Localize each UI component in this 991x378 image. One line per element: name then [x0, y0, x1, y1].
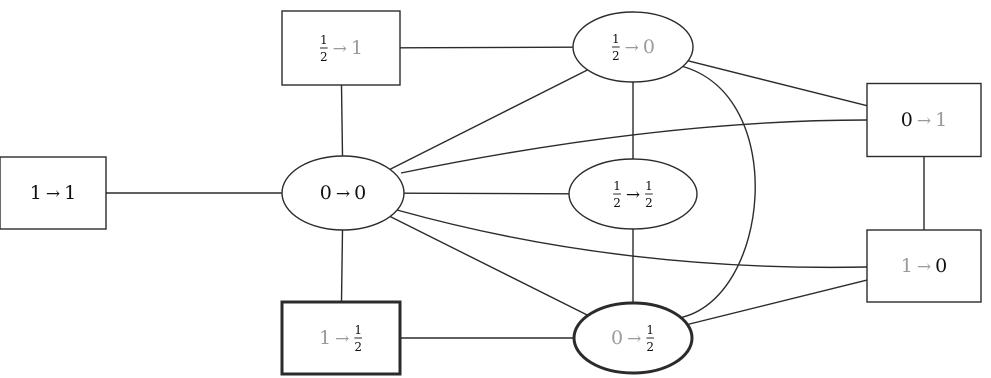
fraction-numerator: 1 — [646, 323, 654, 337]
edge-n00-nH0 — [390, 70, 588, 169]
arrow-glyph: → — [45, 184, 61, 204]
fraction-numerator: 1 — [645, 179, 653, 193]
arrow-glyph: → — [916, 111, 932, 131]
value-label: 1 — [319, 327, 332, 349]
fraction-denominator: 2 — [612, 49, 620, 63]
arrow-glyph: → — [625, 185, 641, 205]
fraction-numerator: 1 — [320, 33, 328, 47]
value-label: 1 — [64, 182, 77, 204]
arrow-glyph: → — [335, 329, 350, 349]
fraction-denominator: 2 — [646, 340, 654, 354]
fraction-numerator: 1 — [613, 179, 621, 193]
value-label: 1 — [29, 182, 42, 204]
edge-layer — [106, 47, 924, 338]
value-label: 1 — [935, 109, 948, 131]
arrow-glyph: → — [916, 257, 932, 277]
arrow-glyph: → — [335, 184, 351, 204]
edge-nH1-nH0 — [400, 47, 573, 48]
node-n0H — [574, 303, 692, 373]
edge-n00-nHH — [404, 193, 569, 194]
value-label: 1 — [900, 255, 913, 277]
value-label: 0 — [642, 36, 655, 58]
node-nHH — [569, 159, 697, 229]
value-label: 0 — [354, 182, 367, 204]
value-label: 0 — [935, 255, 948, 277]
edge-n00-nH1 — [342, 85, 343, 156]
node-nH1 — [282, 11, 400, 85]
value-label: 0 — [319, 182, 332, 204]
fraction-numerator: 1 — [612, 32, 620, 46]
edge-n00-n1H — [342, 230, 343, 302]
fraction-denominator: 2 — [645, 196, 653, 210]
edge-n00-n0H — [390, 217, 588, 316]
node-n01 — [867, 84, 981, 157]
value-label: 0 — [900, 109, 913, 131]
fraction-denominator: 2 — [354, 340, 362, 354]
node-n1H — [282, 302, 400, 374]
fraction-denominator: 2 — [613, 196, 621, 210]
node-n00 — [282, 156, 404, 230]
fraction-numerator: 1 — [354, 323, 362, 337]
arrow-glyph: → — [627, 329, 642, 349]
value-label: 1 — [350, 37, 363, 59]
arrow-glyph: → — [624, 38, 639, 58]
fraction-denominator: 2 — [320, 50, 328, 64]
node-n11 — [0, 157, 106, 229]
arrow-glyph: → — [332, 39, 347, 59]
node-n10 — [867, 230, 981, 302]
edge-n0H-n10 — [688, 280, 868, 324]
node-nH0 — [573, 12, 693, 82]
value-label: 0 — [611, 327, 624, 349]
